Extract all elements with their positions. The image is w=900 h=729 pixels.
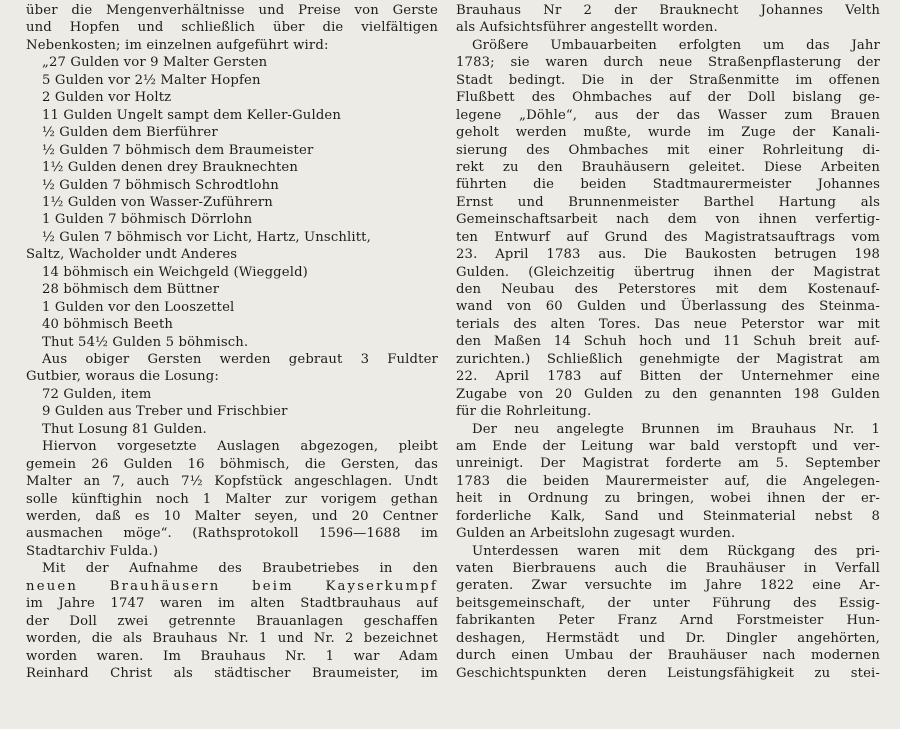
text-line: Malter an 7, auch 7½ Kopfstück angeschlagen. Undt bbox=[26, 474, 438, 490]
text-line: für die Rohrleitung. bbox=[456, 404, 592, 420]
text-line: Stadtarchiv Fulda.) bbox=[26, 543, 159, 559]
text-line: im Jahre 1747 waren im alten Stadtbrauhaus auf bbox=[26, 596, 438, 612]
text-line: Ernst und Brunnenmeister Barthel Hartung als bbox=[456, 194, 880, 210]
text-line: 28 böhmisch dem Büttner bbox=[42, 282, 220, 298]
text-line: legene „Döhle“, aus der das Wasser zum Brauen bbox=[456, 107, 880, 123]
text-line: Stadt bedingt. Die in der Straßenmitte im offenen bbox=[456, 72, 880, 88]
text-line: ½ Gulen 7 böhmisch vor Licht, Hartz, Unschlitt, bbox=[42, 229, 371, 245]
text-line: zurichten.) Schließlich genehmigte der Magistrat am bbox=[456, 351, 880, 367]
text-line: Hiervon vorgesetzte Auslagen abgezogen, pleibt bbox=[42, 439, 438, 455]
text-line: 1 Gulden 7 böhmisch Dörrlohn bbox=[42, 212, 253, 228]
text-line: Reinhard Christ als städtischer Braumeister, im bbox=[26, 665, 438, 681]
text-line: Geschichtspunkten deren Leistungsfähigkeit zu stei- bbox=[456, 665, 880, 681]
text-line: 2 Gulden vor Holtz bbox=[42, 90, 172, 106]
text-line: Mit der Aufnahme des Braubetriebes in den bbox=[42, 561, 438, 577]
text-line: Gulden. (Gleichzeitig übertrug ihnen der Magistrat bbox=[456, 264, 880, 280]
text-line: solle künftighin noch 1 Malter zur vorigem gethan bbox=[26, 491, 438, 507]
text-line: sierung des Ohmbaches mit einer Rohrleitung di- bbox=[456, 142, 880, 158]
text-line: worden, die als Brauhaus Nr. 1 und Nr. 2 bezeichnet bbox=[26, 631, 438, 647]
text-line: 22. April 1783 auf Bitten der Unternehmer eine bbox=[456, 369, 880, 385]
text-line: worden waren. Im Brauhaus Nr. 1 war Adam bbox=[26, 648, 438, 664]
text-line: am Ende der Leitung war bald verstopft und ver- bbox=[456, 438, 880, 454]
text-line: ½ Gulden dem Bierführer bbox=[42, 125, 218, 141]
text-line: führten die beiden Stadtmaurermeister Johannes bbox=[456, 177, 880, 193]
text-line: der Doll zwei getrennte Brauanlagen geschaffen bbox=[26, 613, 438, 629]
text-line: 11 Gulden Ungelt sampt dem Keller-Gulden bbox=[42, 107, 342, 123]
text-line: Thut 54½ Gulden 5 böhmisch. bbox=[42, 334, 249, 350]
text-line: Unterdessen waren mit dem Rückgang des pri- bbox=[472, 543, 880, 559]
text-line: wand von 60 Gulden und Überlassung des Steinma- bbox=[456, 299, 880, 315]
text-line: 1783; sie waren durch neue Straßenpflasterung der bbox=[456, 55, 880, 71]
text-line: deshagen, Hermstädt und Dr. Dingler angehörten, bbox=[456, 630, 880, 646]
text-line: Gemeinschaftsarbeit nach dem von ihnen verfertig- bbox=[456, 212, 880, 228]
text-line: ½ Gulden 7 böhmisch Schrodtlohn bbox=[42, 177, 279, 193]
text-line: Nebenkosten; im einzelnen aufgeführt wird: bbox=[26, 37, 329, 53]
text-line: Gulden an Arbeitslohn zugesagt wurden. bbox=[456, 526, 736, 542]
text-line: 1½ Gulden denen drey Brauknechten bbox=[42, 160, 299, 176]
text-line: ten Entwurf auf Grund des Magistratsauftrags vom bbox=[456, 229, 880, 245]
text-line: als Aufsichtsführer angestellt worden. bbox=[456, 20, 718, 36]
text-line: Flußbett des Ohmbaches auf der Doll bislang ge- bbox=[456, 90, 880, 106]
text-line: gemein 26 Gulden 16 böhmisch, die Gersten, das bbox=[26, 456, 438, 472]
column-gutter bbox=[446, 0, 447, 729]
text-line: Größere Umbauarbeiten erfolgten um das Jahr bbox=[472, 37, 880, 53]
text-line: 40 böhmisch Beeth bbox=[42, 317, 174, 333]
text-line: Gutbier, woraus die Losung: bbox=[26, 369, 219, 385]
text-line: fabrikanten Peter Franz Arnd Forstmeister Hun- bbox=[456, 613, 880, 629]
text-line: durch einen Umbau der Brauhäuser nach modernen bbox=[456, 648, 880, 664]
text-line: forderliche Kalk, Sand und Steinmaterial nebst 8 bbox=[456, 508, 880, 524]
text-line: 9 Gulden aus Treber und Frischbier bbox=[42, 404, 288, 420]
text-line: Der neu angelegte Brunnen im Brauhaus Nr. 1 bbox=[472, 421, 880, 437]
text-line: den Neubau des Peterstores mit dem Kostenauf- bbox=[456, 282, 880, 298]
text-line: Thut Losung 81 Gulden. bbox=[42, 421, 207, 437]
text-line: den Maßen 14 Schuh hoch und 11 Schuh breit auf- bbox=[456, 334, 880, 350]
text-line: „27 Gulden vor 9 Malter Gersten bbox=[42, 55, 268, 71]
text-line: 72 Gulden, item bbox=[42, 386, 152, 402]
text-line: werden, daß es 10 Malter seyen, und 20 Centner bbox=[26, 509, 438, 525]
text-line: 23. April 1783 aus. Die Baukosten betrugen 198 bbox=[456, 247, 880, 263]
text-line: unreinigt. Der Magistrat forderte am 5. September bbox=[456, 456, 880, 472]
text-line: Brauhaus Nr 2 der Brauknecht Johannes Velth bbox=[456, 3, 880, 18]
text-line: 1½ Gulden von Wasser-Zuführern bbox=[42, 194, 273, 210]
text-line: über die Mengenverhältnisse und Preise von Gerste bbox=[26, 3, 438, 18]
text-line: 14 böhmisch ein Weichgeld (Wieggeld) bbox=[42, 264, 308, 280]
text-line: terials des alten Tores. Das neue Peterstor war mit bbox=[456, 316, 880, 332]
text-line: Aus obiger Gersten werden gebraut 3 Fuldter bbox=[42, 352, 438, 368]
text-line: heit in Ordnung zu bringen, wobei ihnen der er- bbox=[456, 491, 880, 507]
text-line: Saltz, Wacholder undt Anderes bbox=[26, 247, 238, 263]
text-line: Zugabe von 20 Gulden zu den genannten 198 Gulden bbox=[456, 386, 880, 402]
text-line: geholt werden mußte, wurde im Zuge der Kanali- bbox=[456, 125, 880, 141]
text-line: und Hopfen und schließlich über die vielfältigen bbox=[26, 20, 438, 36]
text-line: rekt zu den Brauhäusern geleitet. Diese Arbeiten bbox=[456, 159, 880, 175]
text-line: 5 Gulden vor 2½ Malter Hopfen bbox=[42, 72, 261, 88]
text-line: 1 Gulden vor den Looszettel bbox=[42, 299, 235, 315]
right-text-column bbox=[456, 2, 880, 682]
text-line: ausmachen möge“. (Rathsprotokoll 1596—1688 im bbox=[26, 526, 438, 542]
text-line: vaten Bierbrauens auch die Brauhäuser in Verfall bbox=[456, 561, 880, 577]
text-line: 1783 die beiden Maurermeister auf, die Angelegen- bbox=[456, 473, 880, 489]
text-line: geraten. Zwar versuchte im Jahre 1822 eine Ar- bbox=[456, 578, 880, 594]
text-line: neuen Brauhäusern beim Kayserkumpf bbox=[26, 578, 438, 594]
text-line: ½ Gulden 7 böhmisch dem Braumeister bbox=[42, 142, 314, 158]
text-line: beitsgemeinschaft, der unter Führung des Essig- bbox=[456, 595, 880, 611]
left-text-column bbox=[26, 2, 438, 682]
